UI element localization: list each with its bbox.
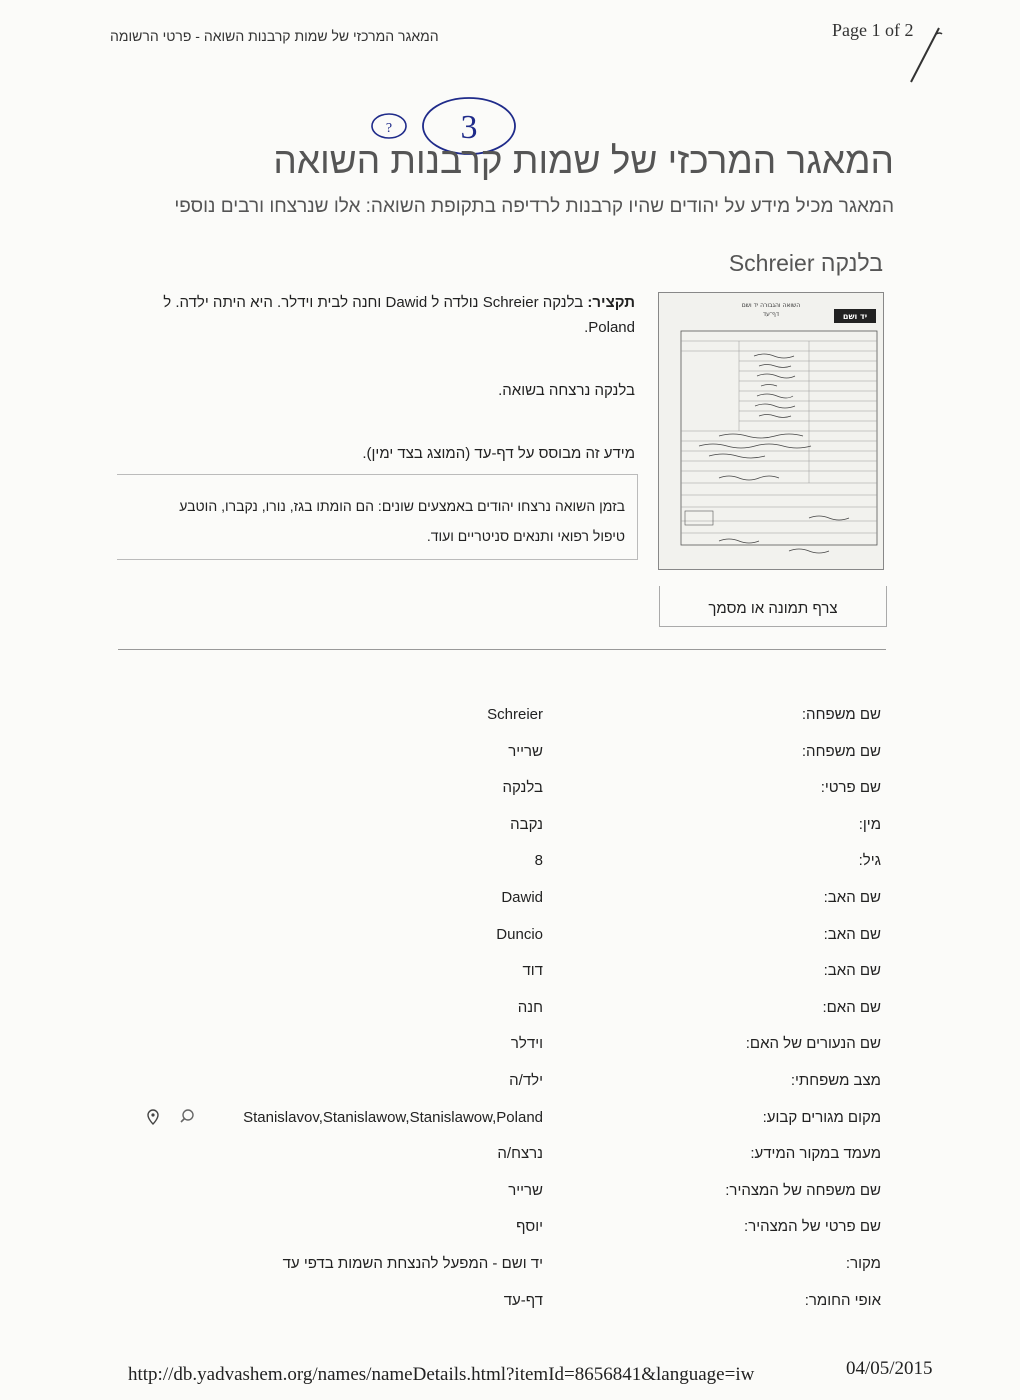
- footer-url: http://db.yadvashem.org/names/nameDetails.html?itemId=8656841&language=iw: [128, 1364, 755, 1385]
- site-title: המאגר המרכזי של שמות קרבנות השואה: [273, 140, 894, 181]
- summary-text: בלנקה Schreier נולדה ל Dawid וחנה לבית וידלר. היא היתה ילדה. ל: [163, 294, 584, 311]
- section-divider: [118, 649, 886, 650]
- detail-row: [0, 706, 1020, 726]
- detail-label: שם פרטי של המצהיר:: [744, 1218, 881, 1235]
- detail-value: יד ושם - המפעל להנצחת השמות בדפי עד: [282, 1255, 543, 1272]
- detail-value: דף-עד: [503, 1292, 543, 1309]
- detail-value: 8: [534, 852, 543, 869]
- detail-value: בלנקה: [502, 779, 543, 796]
- detail-row: [0, 743, 1020, 763]
- detail-label: מקום מגורים קבוע:: [762, 1109, 881, 1126]
- summary-line-2: Poland.: [584, 319, 635, 336]
- info-box-line-2: טיפול רפואי ותנאים סניטריים ועוד.: [426, 528, 625, 544]
- detail-label: שם האב:: [823, 889, 881, 906]
- form-badge: יד ושם: [842, 312, 868, 321]
- location-actions: [146, 1108, 200, 1126]
- info-box-line-1: בזמן השואה נרצחו יהודים באמצעים שונים: הם הומתו בגז, נורו, נקברו, הוטבע: [179, 498, 625, 514]
- detail-label: אופי החומר:: [804, 1292, 881, 1309]
- detail-value: יוסף: [516, 1218, 543, 1235]
- summary-line-1: [115, 290, 635, 315]
- detail-value: Schreier: [487, 706, 543, 723]
- detail-label: שם משפחה:: [801, 743, 881, 760]
- detail-label: שם פרטי:: [820, 779, 881, 796]
- form-org-header: השואה והגבורה יד ושם: [741, 302, 801, 309]
- summary-block: [115, 290, 635, 466]
- handwritten-slash-mark: [905, 24, 945, 86]
- detail-value: דוד: [522, 962, 543, 979]
- detail-label: שם משפחה של המצהיר:: [725, 1182, 881, 1199]
- detail-label: מעמד במקור המידע:: [750, 1145, 881, 1162]
- detail-row: [0, 779, 1020, 799]
- detail-value: שרייר: [508, 1182, 543, 1199]
- detail-value: וידלר: [510, 1035, 543, 1052]
- detail-label: מצב משפחתי:: [790, 1072, 881, 1089]
- detail-row: [0, 999, 1020, 1019]
- detail-label: מין:: [858, 816, 881, 833]
- detail-row: [0, 1145, 1020, 1165]
- detail-row: [0, 1255, 1020, 1275]
- summary-line-4: מידע זה מבוסס על דף-עד (המוצג בצד ימין).: [362, 445, 635, 462]
- detail-row: [0, 1292, 1020, 1312]
- detail-value: נרצח/ה: [497, 1145, 543, 1162]
- detail-value: Dawid: [501, 889, 543, 906]
- detail-label: מקור:: [845, 1255, 881, 1272]
- detail-label: שם משפחה:: [801, 706, 881, 723]
- summary-label: תקציר:: [587, 294, 635, 311]
- detail-row: [0, 1072, 1020, 1092]
- detail-row: [0, 889, 1020, 909]
- detail-label: שם האב:: [823, 962, 881, 979]
- print-header-title: המאגר המרכזי של שמות קרבנות השואה - פרטי הרשומה: [110, 28, 439, 44]
- info-box: [117, 474, 638, 560]
- detail-value: Stanislavov,Stanislawow,Stanislawow,Poland: [243, 1109, 543, 1126]
- small-question-mark: ?: [385, 121, 393, 136]
- site-subtitle: המאגר מכיל מידע על יהודים שהיו קרבנות לרדיפה בתקופת השואה: אלו שנרצחו ורבים נוספי: [174, 196, 894, 217]
- detail-value: שרייר: [508, 743, 543, 760]
- detail-row: [0, 962, 1020, 982]
- detail-row: [0, 852, 1020, 872]
- detail-row: [0, 926, 1020, 946]
- detail-value: חנה: [517, 999, 543, 1016]
- attach-image-or-document-button[interactable]: צרף תמונה או מסמך: [659, 586, 887, 627]
- testimony-document-thumbnail[interactable]: [658, 292, 884, 570]
- detail-label: שם האב:: [823, 926, 881, 943]
- detail-label: שם האם:: [822, 999, 881, 1016]
- detail-row: [0, 1182, 1020, 1202]
- detail-value: נקבה: [510, 816, 543, 833]
- victim-name-heading: בלנקה Schreier: [728, 250, 883, 276]
- search-icon[interactable]: [181, 1110, 193, 1122]
- summary-line-3: בלנקה נרצחה בשואה.: [498, 382, 635, 399]
- page-count: Page 1 of 2: [832, 20, 914, 40]
- detail-row: [0, 1218, 1020, 1238]
- map-pin-icon[interactable]: [148, 1110, 158, 1124]
- circled-number: 3: [460, 109, 478, 146]
- detail-value: ילד/ה: [509, 1072, 543, 1089]
- detail-label: שם הנעורים של האם:: [745, 1035, 881, 1052]
- form-title: דף־עד: [762, 311, 780, 318]
- detail-row: [0, 1035, 1020, 1055]
- detail-value: Duncio: [496, 926, 543, 943]
- detail-label: גיל:: [858, 852, 881, 869]
- detail-row: [0, 816, 1020, 836]
- footer-date: 04/05/2015: [846, 1358, 933, 1379]
- testimony-form-image: [659, 293, 883, 569]
